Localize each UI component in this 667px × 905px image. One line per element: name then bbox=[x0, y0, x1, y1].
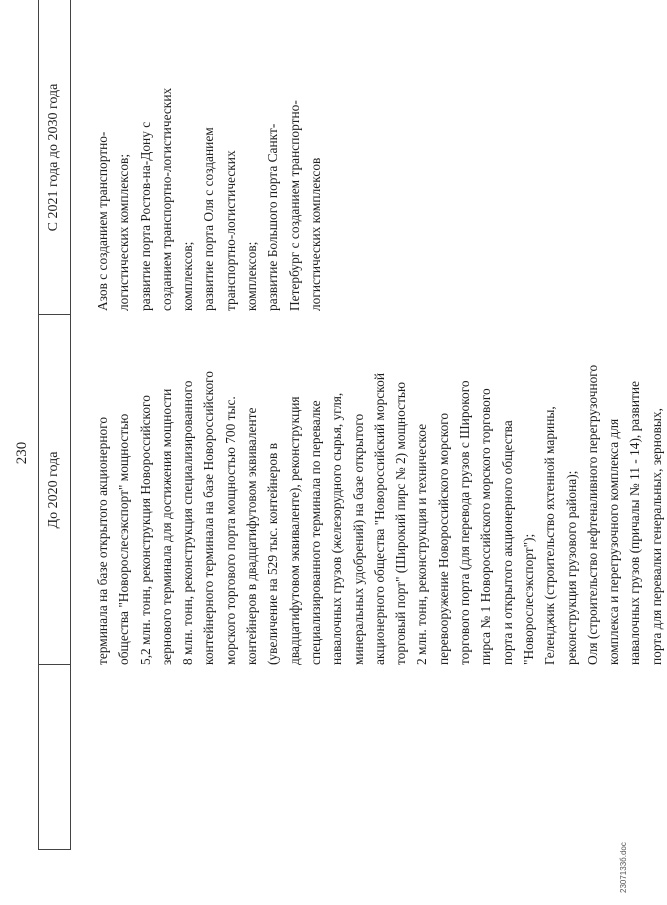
text-line: развитие порта Оля с созданием bbox=[201, 127, 217, 311]
table-top-border bbox=[38, 0, 39, 850]
text-line: 2 млн. тонн, реконструкция и техническое bbox=[414, 423, 430, 665]
text-line: контейнеров в двадцатифутовом эквиваленте bbox=[244, 407, 260, 665]
text-line: Азов с созданием транспортно- bbox=[95, 131, 110, 311]
text-line: Геленджик (строительство яхтенной марины, bbox=[542, 406, 558, 665]
text-line: минеральных удобрений) на базе открытого bbox=[350, 413, 366, 665]
table-left-border bbox=[38, 849, 70, 850]
text-line: общества "Новорослесэкспорт" мощностью bbox=[116, 413, 132, 665]
text-line: (увеличение на 529 тыс. контейнеров в bbox=[265, 442, 281, 665]
text-line: развитие Большого порта Санкт- bbox=[265, 123, 281, 311]
text-line: логистических комплексов; bbox=[116, 153, 132, 311]
document-id: 2307133б.doc bbox=[619, 842, 628, 893]
text-line: Петербург с созданием транспортно- bbox=[286, 100, 302, 311]
text-line: специализированного терминала по перевалке bbox=[307, 400, 323, 665]
text-line: комплексов; bbox=[244, 241, 260, 311]
text-line: комплексов; bbox=[180, 241, 196, 311]
text-line: комплекса и перегрузочного комплекса для bbox=[606, 418, 622, 665]
text-line: транспортно-логистических bbox=[222, 150, 238, 311]
text-line: созданием транспортно-логистических bbox=[158, 87, 174, 311]
table-cell-2021-2030 bbox=[92, 0, 326, 311]
text-line: навалочных грузов (причалы № 11 - 14), развитие bbox=[627, 381, 643, 665]
text-line: Оля (строительство нефтеналивного перегрузочного bbox=[584, 364, 600, 665]
text-line: контейнерного терминала на базе Новороссийского bbox=[201, 371, 217, 665]
column-header-2021-2030: С 2021 года до 2030 года bbox=[46, 83, 61, 232]
text-line: навалочных грузов (железорудного сырья, угля, bbox=[329, 392, 345, 665]
text-line: порта и открытого акционерного общества bbox=[499, 420, 515, 665]
text-line: перевооружение Новороссийского морского bbox=[435, 412, 451, 665]
table-header-border bbox=[70, 0, 71, 850]
text-line: зернового терминала для достижения мощности bbox=[158, 388, 174, 665]
text-line: реконструкция грузового района); bbox=[563, 470, 579, 665]
text-line: акционерного общества "Новороссийский морской bbox=[371, 373, 387, 665]
text-line: пирса № 1 Новороссийского морского торгового bbox=[478, 388, 494, 665]
page-number: 230 bbox=[14, 441, 30, 465]
text-line: логистических комплексов bbox=[307, 157, 323, 311]
text-line: порта для перевалки генеральных, зерновых, bbox=[648, 408, 664, 665]
text-line: 5,2 млн. тонн, реконструкция Новороссийского bbox=[137, 395, 153, 665]
text-line: 8 млн. тонн, реконструкция специализированного bbox=[180, 380, 196, 665]
text-line: "Новорослесэкспорт"); bbox=[520, 533, 536, 665]
text-line: торгового порта (для перевода грузов с Широкого bbox=[457, 380, 473, 665]
column-header-until-2020: До 2020 года bbox=[46, 451, 61, 529]
text-line: развитие порта Ростов-на-Дону с bbox=[137, 121, 153, 311]
text-line: двадцатифутовом эквиваленте), реконструкция bbox=[286, 396, 302, 665]
text-line: терминала на базе открытого акционерного bbox=[95, 416, 110, 665]
text-line: торговый порт" (Широкий пирс № 2) мощностью bbox=[393, 381, 409, 665]
table-cell-until-2020 bbox=[92, 305, 667, 665]
text-line: морского торгового порта мощностью 700 тыс. bbox=[222, 396, 238, 665]
